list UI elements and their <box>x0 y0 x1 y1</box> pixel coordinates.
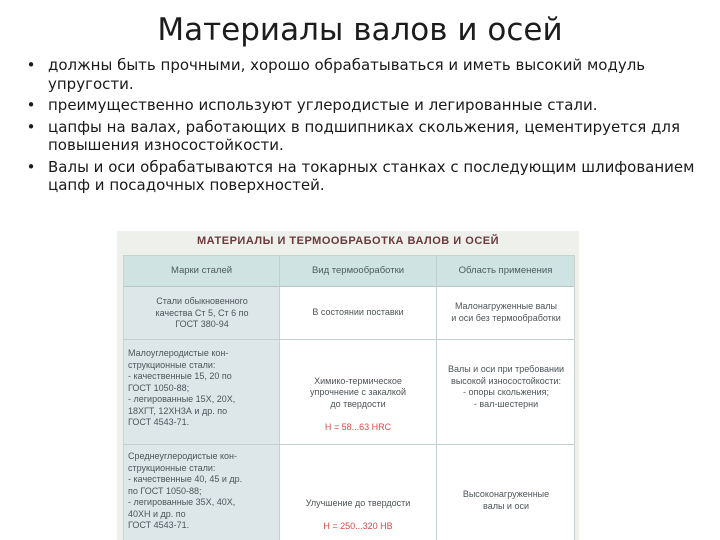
table-header-row <box>124 256 574 287</box>
slide-title: Материалы валов и осей <box>157 12 563 48</box>
bullet-item <box>22 118 712 155</box>
bullet-dot: • <box>26 96 36 114</box>
treatment-text: Улучшение до твердости <box>305 497 411 508</box>
materials-table <box>123 255 575 540</box>
header-application: Область применения <box>458 265 553 276</box>
bullet-dot: • <box>26 157 36 176</box>
table-cell-treatment <box>286 364 430 433</box>
table-cell-grade: Стали обыкновенного качества Ст 5, Ст 6 по ГОСТ 380-94 <box>155 296 249 329</box>
bullet-item <box>22 56 712 93</box>
hardness-value: H = 250...320 HB <box>323 520 393 531</box>
row-divider <box>124 444 574 445</box>
bullet-text: цапфы на валах, работающих в подшипниках скольжения, цементируется для повышения износостойкости. <box>48 117 680 154</box>
bullet-item <box>22 158 712 195</box>
table-cell-grade: Малоуглеродистые кон- струкционные стали: - качественные 15, 20 по ГОСТ 1050-88; - легированные 15Х, 20Х, 18ХГТ, 12ХН3А и др. по ГОСТ 4543-71. <box>128 348 236 427</box>
table-cell-application: Малонагруженные валы и оси без термообработки <box>451 301 561 323</box>
table-cell-application: Валы и оси при требовании высокой износостойкости: - опоры скольжения; - вал-шестерни <box>447 364 565 409</box>
table-cell-treatment <box>286 486 430 532</box>
bullet-text: должны быть прочными, хорошо обрабатываться и иметь высокий модуль упругости. <box>48 56 646 93</box>
bullet-text: Валы и оси обрабатываются на токарных станках с последующим шлифованием цапф и посадочных поверхностей. <box>48 157 695 194</box>
row-divider <box>124 339 574 340</box>
bullet-text: преимущественно используют углеродистые и легированные стали. <box>48 96 598 114</box>
materials-table-figure <box>117 231 579 540</box>
bullet-list <box>22 56 712 198</box>
bullet-item <box>22 96 712 115</box>
figure-title: МАТЕРИАЛЫ И ТЕРМООБРАБОТКА ВАЛОВ И ОСЕЙ <box>196 235 500 247</box>
header-grades: Марки сталей <box>170 265 233 276</box>
column-divider <box>279 256 280 540</box>
header-treatment: Вид термообработки <box>311 265 405 276</box>
table-cell-application: Высоконагруженные валы и оси <box>462 489 550 511</box>
table-cell-treatment: В состоянии поставки <box>312 307 404 317</box>
treatment-text: Химико-термическое упрочнение с закалкой до твердости <box>310 375 406 409</box>
bullet-dot: • <box>26 56 36 74</box>
hardness-value: H = 58...63 HRC <box>324 421 392 432</box>
table-cell-grade: Среднеуглеродистые кон- струкционные стали: - качественные 40, 45 и др. по ГОСТ 1050-88; - легированные 35Х, 40Х, 40ХН и др. по ГОСТ 4543-71. <box>128 451 243 530</box>
column-divider <box>436 256 437 540</box>
bullet-dot: • <box>26 117 36 136</box>
